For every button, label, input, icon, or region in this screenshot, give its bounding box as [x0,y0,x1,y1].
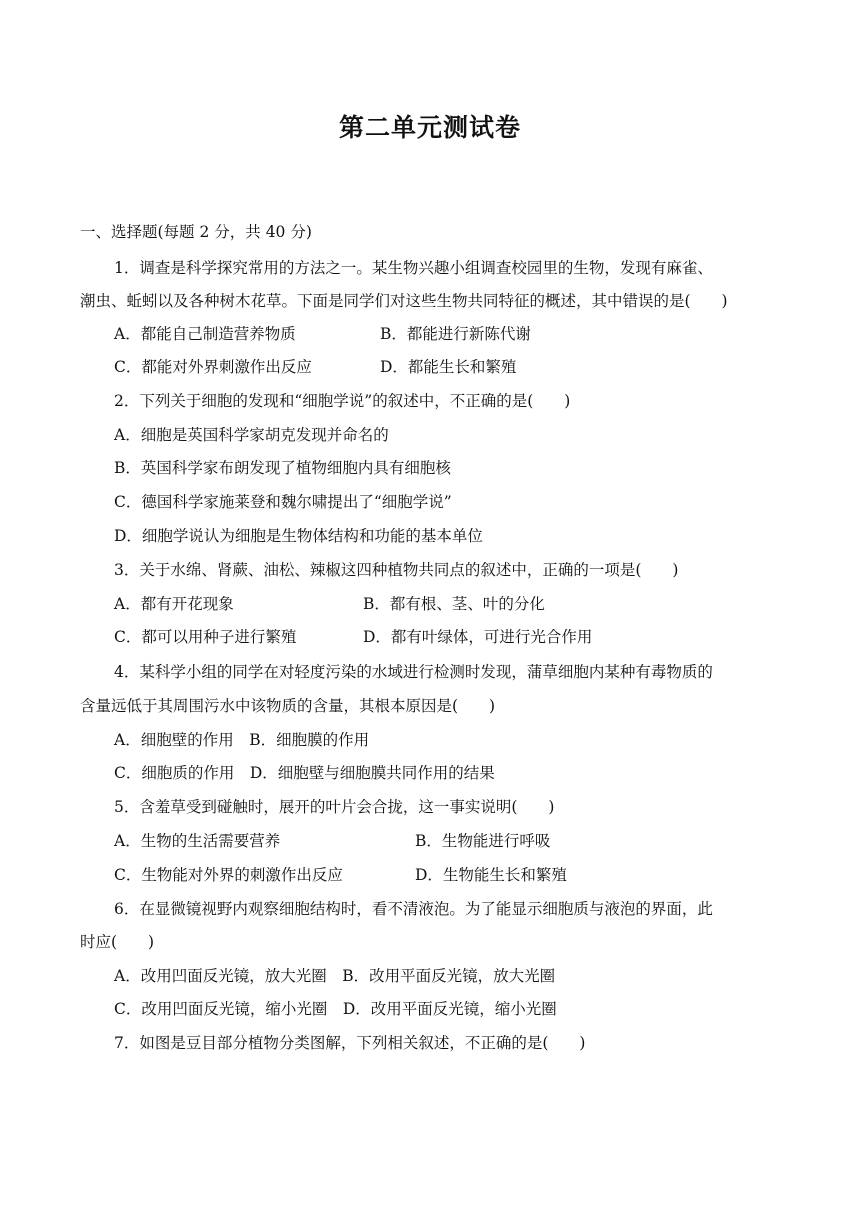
question-6-stem-line1: 6．在显微镜视野内观察细胞结构时，看不清液泡。为了能显示细胞质与液泡的界面，此 [114,900,713,918]
question-1-option-a: A．都能自己制造营养物质 [114,325,296,343]
question-2-option-a: A．细胞是英国科学家胡克发现并命名的 [114,426,389,444]
question-5-stem: 5．含羞草受到碰触时，展开的叶片会合拢，这一事实说明( ) [114,798,555,816]
question-5-option-b: B．生物能进行呼吸 [415,832,551,850]
question-3-option-b: B．都有根、茎、叶的分化 [363,595,545,613]
question-5-option-a: A．生物的生活需要营养 [114,832,281,850]
question-1-option-b: B．都能进行新陈代谢 [380,325,531,343]
question-3-stem: 3．关于水绵、肾蕨、油松、辣椒这四种植物共同点的叙述中，正确的一项是( ) [114,561,679,579]
question-1-stem-line1: 1．调查是科学探究常用的方法之一。某生物兴趣小组调查校园里的生物，发现有麻雀、 [114,259,713,277]
question-4-options-cd: C．细胞质的作用 D．细胞壁与细胞膜共同作用的结果 [114,764,495,782]
question-2-option-b: B．英国科学家布朗发现了植物细胞内具有细胞核 [114,459,451,477]
question-2-option-c: C．德国科学家施莱登和魏尔啸提出了“细胞学说” [114,493,452,511]
question-3-option-d: D．都有叶绿体，可进行光合作用 [363,628,593,646]
question-1-option-c: C．都能对外界刺激作出反应 [114,358,312,376]
question-5-option-d: D．生物能生长和繁殖 [415,866,567,884]
question-6-stem-line2: 时应( ) [80,933,155,951]
question-1-stem-line2: 潮虫、蚯蚓以及各种树木花草。下面是同学们对这些生物共同特征的概述，其中错误的是( ) [80,292,728,310]
question-3-option-c: C．都可以用种子进行繁殖 [114,628,297,646]
question-4-stem-line1: 4．某科学小组的同学在对轻度污染的水域进行检测时发现，蒲草细胞内某种有毒物质的 [114,663,713,681]
question-6-options-ab: A．改用凹面反光镜，放大光圈 B．改用平面反光镜，放大光圈 [114,967,556,985]
question-7-stem: 7．如图是豆目部分植物分类图解，下列相关叙述，不正确的是( ) [114,1034,586,1052]
question-4-stem-line2: 含量远低于其周围污水中该物质的含量，其根本原因是( ) [80,697,496,715]
question-5-option-c: C．生物能对外界的刺激作出反应 [114,866,343,884]
question-2-stem: 2．下列关于细胞的发现和“细胞学说”的叙述中，不正确的是( ) [114,392,571,410]
question-4-options-ab: A．细胞壁的作用 B．细胞膜的作用 [114,731,370,749]
question-6-options-cd: C．改用凹面反光镜，缩小光圈 D．改用平面反光镜，缩小光圈 [114,1000,557,1018]
question-2-option-d: D．细胞学说认为细胞是生物体结构和功能的基本单位 [114,527,483,545]
section-heading: 一、选择题(每题 2 分，共 40 分) [80,223,312,241]
question-3-option-a: A．都有开花现象 [114,595,234,613]
question-1-option-d: D．都能生长和繁殖 [380,358,517,376]
page-title: 第二单元测试卷 [338,113,521,142]
